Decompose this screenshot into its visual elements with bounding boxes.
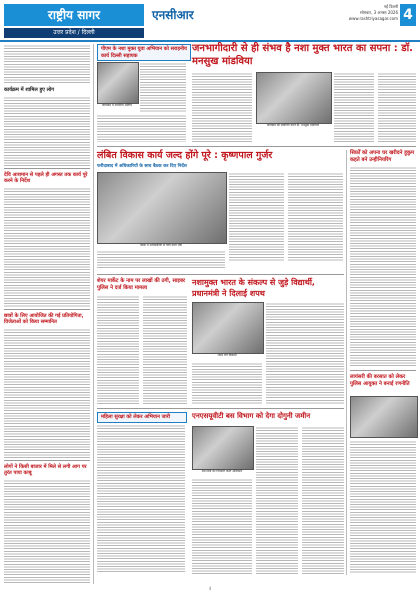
second-article-text-cont (97, 114, 186, 142)
section-divider (350, 370, 416, 371)
lead-photo-caption: कार्यक्रम को संबोधित करते डॉ. मनसुख मांडविया (266, 123, 320, 127)
fifth-article-caption: बस डिपो का निरीक्षण करते अधिकारी (201, 469, 243, 473)
sixth-text-2 (143, 295, 187, 405)
column-divider (346, 150, 347, 575)
third-article-caption: बैठक में अधिकारियों से चर्चा करते मंत्री (140, 243, 182, 247)
newspaper-logo: राष्ट्रीय सागर (4, 4, 144, 26)
lead-text-col-3 (378, 72, 416, 142)
lead-text-col-1 (192, 72, 252, 142)
fourth-article-photo (192, 302, 264, 354)
fourth-article-text-2 (192, 362, 262, 404)
footer-page-number: 4 (208, 586, 212, 591)
third-article-photo (97, 172, 227, 244)
left-news-headline-3: छात्रों के लिए आयोजित की गई प्रतियोगिता, विजेताओं को किया सम्मानित (4, 312, 84, 325)
section-divider (97, 408, 344, 409)
masthead (0, 0, 420, 42)
text-block (4, 187, 90, 307)
fifth-headline: एनएसयूवीटी बस विभाग को देगा दोगुनी जमीन (192, 412, 311, 420)
small-box-text (97, 424, 185, 574)
right-bottom-headline: लायंसरी की बरसात को लेकर पुलिस आयुक्त ने बनाई रणनीति (350, 374, 410, 387)
left-news-headline-1: कार्यक्रम में शामिल हुए लोग (4, 87, 55, 93)
fifth-article-text-2 (302, 426, 344, 574)
divider (4, 168, 90, 169)
text-block (4, 96, 90, 166)
sixth-headline: शेयर मार्केट के नाम पर लाखों की ठगी, साइबर पुलिस ने दर्ज किया मामला (97, 278, 186, 291)
lead-text-col-2 (334, 72, 374, 142)
text-block (4, 328, 90, 458)
fourth-article-caption: शपथ लेते विद्यार्थी (217, 353, 237, 357)
right-bottom-photo (350, 396, 418, 438)
right-bottom-text (350, 440, 416, 574)
left-section-strip: उत्तर प्रदेश / दिल्ली (4, 28, 144, 38)
third-article-text-1 (229, 172, 284, 262)
third-article-text-3 (97, 250, 225, 270)
third-article-text-2 (288, 172, 343, 262)
left-news-column (4, 44, 90, 584)
masthead-meta (349, 4, 398, 22)
column-divider (93, 44, 94, 584)
city-label: नई दिल्ली (383, 4, 398, 9)
right-top-headline: सिर्फ़ों को अपना घर खरीदने हुकुम कहते बने उन्हीनियरिंग (350, 150, 415, 163)
second-article-text (140, 62, 186, 112)
divider (4, 460, 90, 461)
text-block (4, 479, 90, 585)
page-number: 4 (400, 4, 416, 26)
right-top-text (350, 166, 416, 366)
lead-headline: जनभागीदारी से ही संभव है नशा मुक्त भारत का सपना : डॉ. मनसुख मांडविया (192, 43, 413, 67)
section-divider (97, 274, 344, 275)
sixth-text-1 (97, 295, 139, 405)
section-name: एनसीआर (152, 8, 194, 22)
website-label: www.rashtriyasagar.com (348, 16, 398, 21)
fifth-article-text-1 (256, 426, 298, 574)
second-article-photo (97, 62, 139, 104)
second-article-caption: कार्यक्रम में उपस्थित अतिथि (102, 103, 132, 107)
third-subhead: फरीदाबाद में अधिकारियों के साथ बैठक कर दिए निर्देश (97, 164, 187, 169)
third-headline: लंबित विकास कार्य जल्द होंगे पूरे : कृष्णपाल गुर्जर (97, 150, 273, 161)
divider (4, 309, 90, 310)
text-block (4, 44, 90, 84)
fourth-article-text (266, 302, 344, 404)
left-news-headline-2: देवि आशमान से पहले ही अगस्त तक कार्य पूरे करने के निर्देश (4, 171, 88, 184)
section-divider (97, 146, 416, 147)
fifth-article-photo (192, 426, 254, 470)
lead-photo (256, 72, 332, 124)
small-box-headline: महिला सुरक्षा को लेकर अभियान जारी (97, 412, 187, 423)
fifth-article-text-3 (192, 478, 252, 574)
left-news-headline-4: लोगों ने किसी बाजार में मिले से लगी आग पर तुरंत पाया काबू (4, 463, 87, 476)
fourth-headline: नशामुक्त भारत के संकल्प से जुड़े विद्यार्थी, प्रधानमंत्री ने दिलाई शपथ (192, 278, 315, 298)
date-label: सोमवार, 3 अगस्त 2026 (360, 10, 398, 15)
second-article-headline: पीएम के नशा मुक्त युवा अभियान को सराहनीय कार्य दिल्ली सहायक (97, 44, 191, 61)
